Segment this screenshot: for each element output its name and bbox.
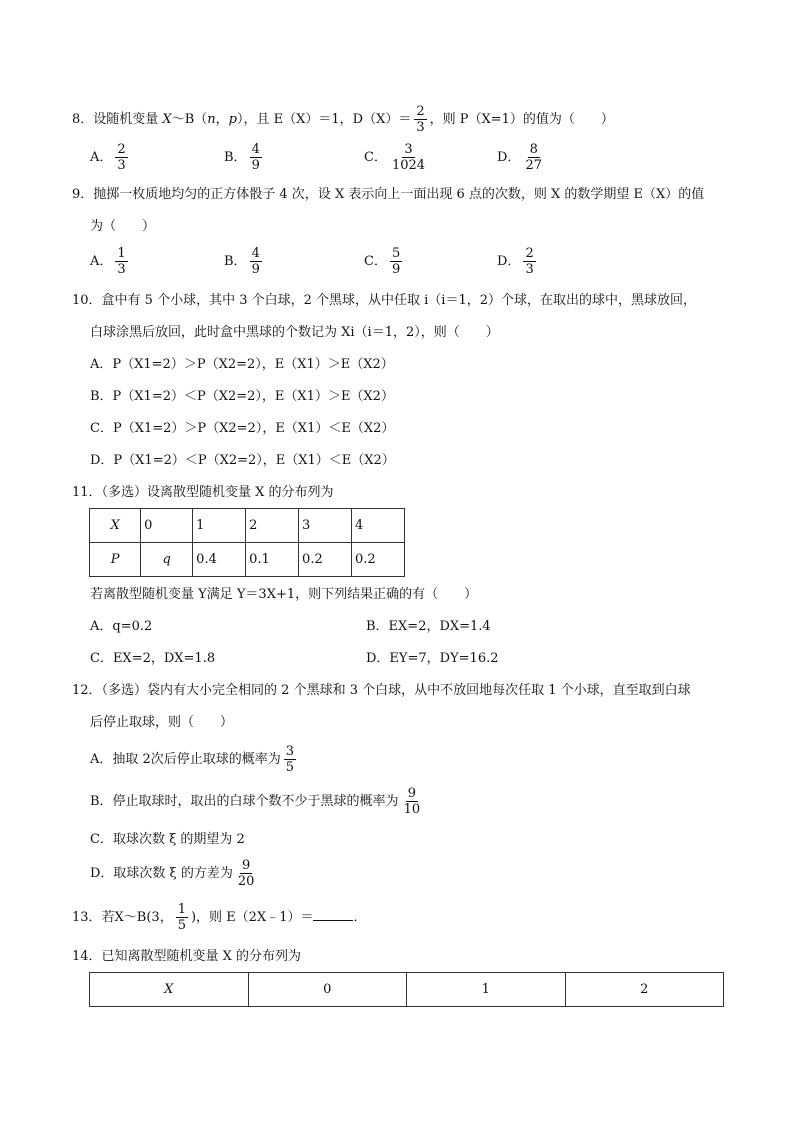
table-cell: 1	[193, 509, 246, 543]
q11-option-b[interactable]: B．EX=2，DX=1.4	[366, 619, 491, 634]
q9-option-b[interactable]: B． $\frac{4}{9}$	[224, 246, 260, 277]
table-cell: X	[90, 509, 141, 543]
table-cell: q	[141, 543, 193, 577]
q8-option-c[interactable]: C． $\frac{3}{1024}$	[364, 142, 426, 173]
q12-option-d[interactable]: D．取球次数 ξ 的方差为 $\frac{9}{20}$	[90, 858, 255, 889]
table-cell: 0	[141, 509, 193, 543]
table-cell: 3	[299, 509, 352, 543]
table-cell: 0	[248, 973, 407, 1007]
table-cell: 0.1	[246, 543, 299, 577]
q12-option-b[interactable]: B．停止取球时，取出的白球个数不少于黑球的概率为 $\frac{9}{10}$	[90, 786, 421, 817]
q8-dx-fraction: $\frac{2}{3}$	[416, 104, 425, 135]
question-13: 13．若X～B(3， $\frac{1}{5}$ )，则 E（2X﹣1）＝ ．	[72, 902, 367, 933]
q12-option-c[interactable]: C．取球次数 ξ 的期望为 2	[90, 832, 245, 847]
q11-option-c[interactable]: C．EX=2，DX=1.8	[90, 651, 216, 666]
q11-distribution-table	[89, 508, 405, 577]
q14-line-1: 14．已知离散型随机变量 X 的分布列为	[72, 949, 302, 964]
q12-line-2: 后停止取球，则（ ）	[90, 715, 234, 730]
question-8: 8．设随机变量 X～B（n，p），且 E（X）＝1，D（X）＝ $\frac{2}{3}$ ，则 P（X=1）的值为（ ）	[72, 104, 614, 135]
table-cell: 0.2	[299, 543, 352, 577]
q9-line-2: 为（ ）	[90, 219, 156, 234]
table-cell: 0.4	[193, 543, 246, 577]
q9-option-c[interactable]: C． $\frac{5}{9}$	[364, 246, 401, 277]
q14-distribution-table	[89, 972, 724, 1007]
q10-line-2: 白球涂黑后放回，此时盒中黑球的个数记为 Xi（i＝1，2），则（ ）	[90, 325, 499, 340]
q12-line-1: 12．（多选）袋内有大小完全相同的 2 个黑球和 3 个白球，从中不放回地每次任取 1 个小球，直至取到白球	[72, 683, 691, 698]
table-cell: 4	[351, 509, 404, 543]
table-cell: 2	[565, 973, 724, 1007]
table-cell: 1	[407, 973, 566, 1007]
q9-option-d[interactable]: D． $\frac{2}{3}$	[497, 246, 534, 277]
q8-number: 8．	[72, 112, 94, 127]
table-cell: 0.2	[351, 543, 404, 577]
q10-option-d[interactable]: D．P（X1=2）＜P（X2=2），E（X1）＜E（X2）	[90, 453, 395, 468]
q10-option-b[interactable]: B．P（X1=2）＜P（X2=2），E（X1）＞E（X2）	[90, 389, 394, 404]
q8-option-a[interactable]: A． $\frac{2}{3}$	[90, 142, 126, 173]
q9-line-1: 9．抛掷一枚质地均匀的正方体骰子 4 次，设 X 表示向上一面出现 6 点的次数，则 X 的数学期望 E（X）的值	[72, 187, 705, 202]
q11-line-2: 若离散型随机变量 Y满足 Y＝3X+1，则下列结果正确的有（ ）	[90, 587, 478, 602]
table-cell: X	[90, 973, 249, 1007]
q11-option-d[interactable]: D．EY=7，DY=16.2	[366, 651, 499, 666]
table-cell: 2	[246, 509, 299, 543]
answer-blank[interactable]	[313, 908, 353, 921]
table-cell: P	[90, 543, 141, 577]
q8-option-b[interactable]: B． $\frac{4}{9}$	[224, 142, 260, 173]
q10-line-1: 10．盒中有 5 个小球，其中 3 个白球，2 个黑球，从中任取 i（i＝1，2）个球，在取出的球中，黑球放回，	[72, 293, 697, 308]
q9-option-a[interactable]: A． $\frac{1}{3}$	[90, 246, 126, 277]
q11-option-a[interactable]: A．q=0.2	[90, 619, 153, 634]
q10-option-c[interactable]: C．P（X1=2）＞P（X2=2），E（X1）＜E（X2）	[90, 421, 395, 436]
q11-line-1: 11．（多选）设离散型随机变量 X 的分布列为	[72, 485, 334, 500]
q8-option-d[interactable]: D． $\frac{8}{27}$	[497, 142, 542, 173]
q10-option-a[interactable]: A．P（X1=2）＞P（X2=2），E（X1）＞E（X2）	[90, 357, 394, 372]
q12-option-a[interactable]: A．抽取 2次后停止取球的概率为 $\frac{3}{5}$	[90, 744, 295, 775]
